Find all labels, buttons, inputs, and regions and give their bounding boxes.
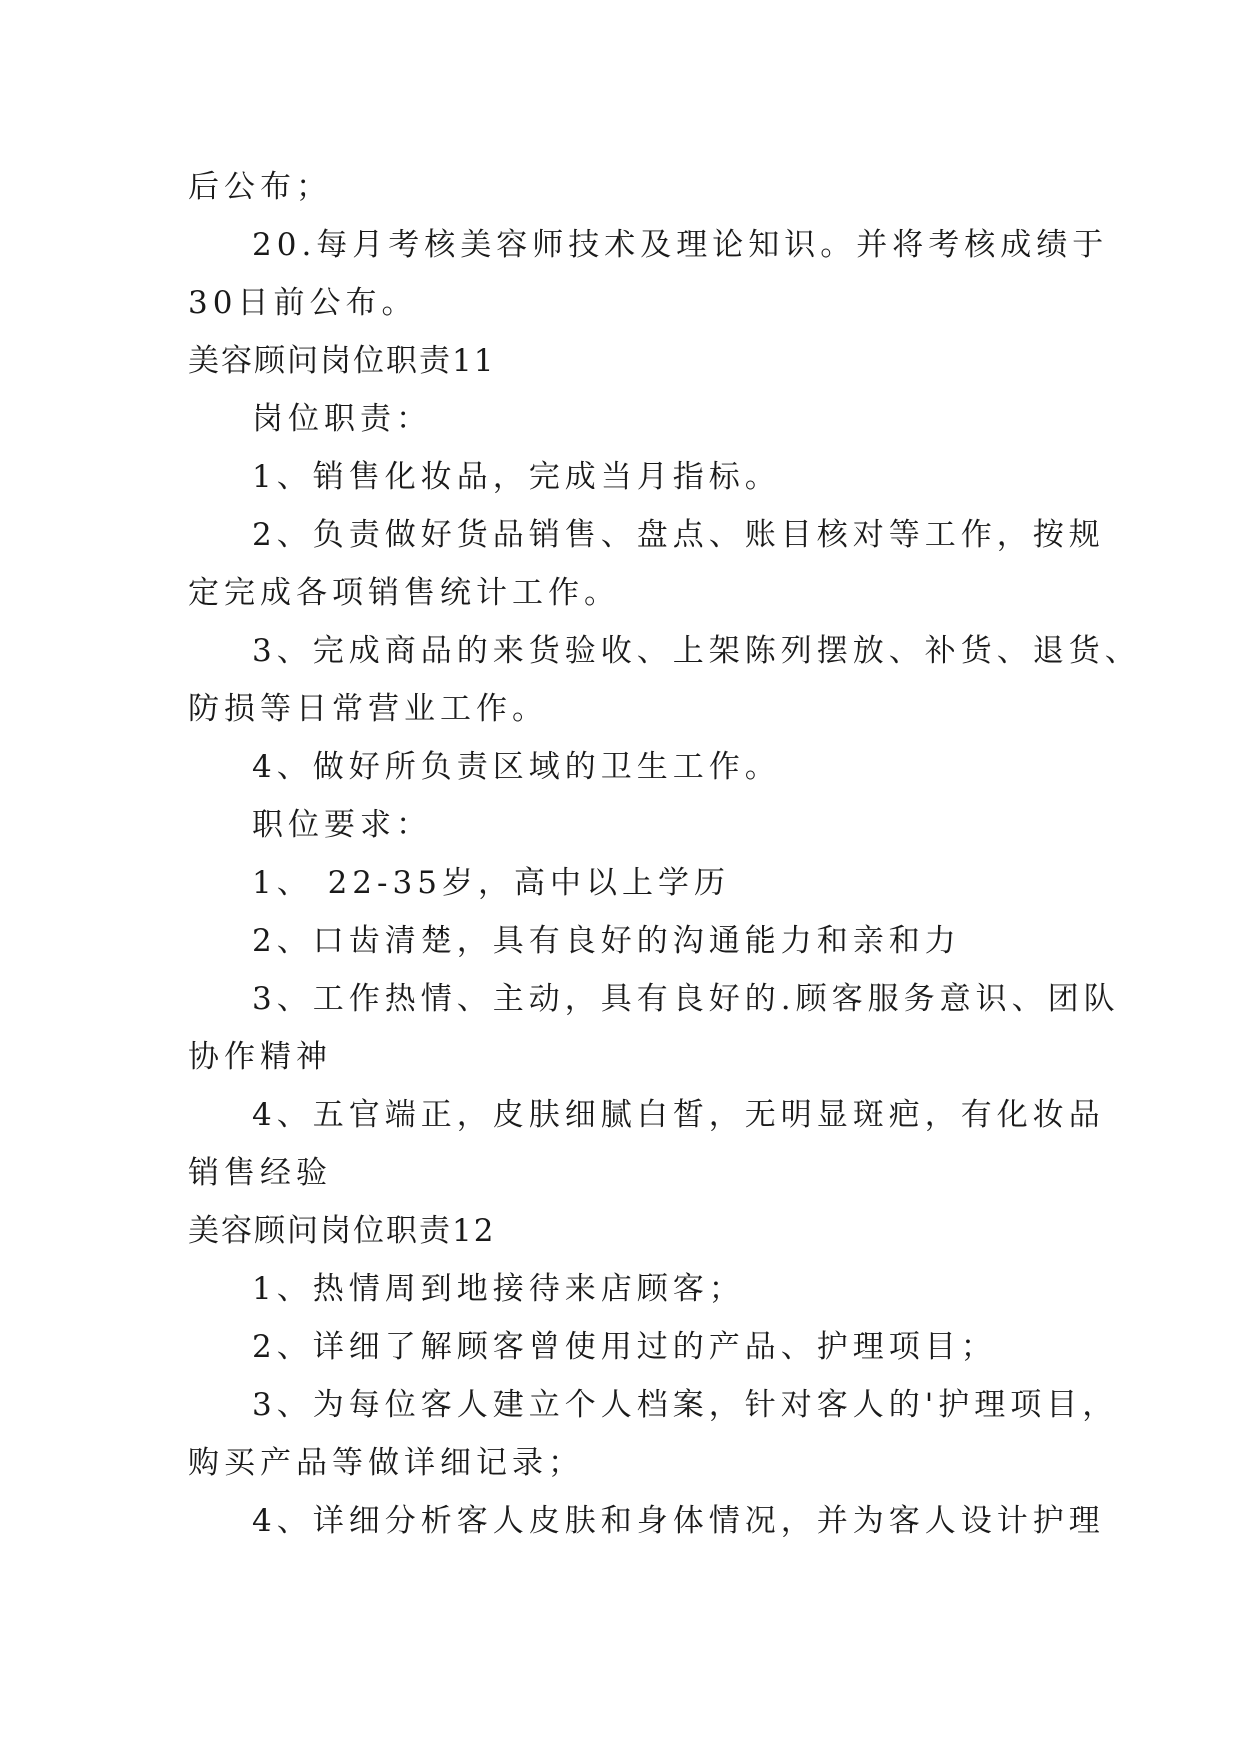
section-heading: 美容顾问岗位职责12 [188, 1213, 496, 1249]
list-item: 1、销售化妆品，完成当月指标。 [252, 459, 781, 495]
list-item: 1、 22-35岁，高中以上学历 [252, 865, 730, 901]
paragraph-line: 防损等日常营业工作。 [188, 691, 548, 727]
paragraph-line: 销售经验 [188, 1155, 332, 1191]
list-item: 4、做好所负责区域的卫生工作。 [252, 749, 781, 785]
list-item: 3、完成商品的来货验收、上架陈列摆放、补货、退货、 [252, 633, 1141, 669]
paragraph-line: 后公布； [188, 169, 332, 205]
list-item: 2、口齿清楚，具有良好的沟通能力和亲和力 [252, 923, 961, 959]
list-item: 2、负责做好货品销售、盘点、账目核对等工作，按规 [252, 517, 1105, 553]
paragraph-line: 定完成各项销售统计工作。 [188, 575, 620, 611]
subsection-label: 岗位职责： [252, 401, 432, 437]
section-heading: 美容顾问岗位职责11 [188, 343, 496, 379]
list-item: 1、热情周到地接待来店顾客； [252, 1271, 745, 1307]
list-item: 2、详细了解顾客曾使用过的产品、护理项目； [252, 1329, 997, 1365]
document-body [188, 158, 1141, 1550]
list-item: 3、为每位客人建立个人档案，针对客人的'护理项目， [252, 1387, 1119, 1423]
list-item: 4、详细分析客人皮肤和身体情况，并为客人设计护理 [252, 1503, 1105, 1539]
paragraph-line: 20.每月考核美容师技术及理论知识。并将考核成绩于 [252, 227, 1109, 263]
paragraph-line: 30日前公布。 [188, 285, 418, 321]
subsection-label: 职位要求： [252, 807, 432, 843]
list-item: 4、五官端正，皮肤细腻白皙，无明显斑疤，有化妆品 [252, 1097, 1105, 1133]
paragraph-line: 协作精神 [188, 1039, 332, 1075]
paragraph-line: 购买产品等做详细记录； [188, 1445, 584, 1481]
list-item: 3、工作热情、主动，具有良好的.顾客服务意识、团队 [252, 981, 1120, 1017]
